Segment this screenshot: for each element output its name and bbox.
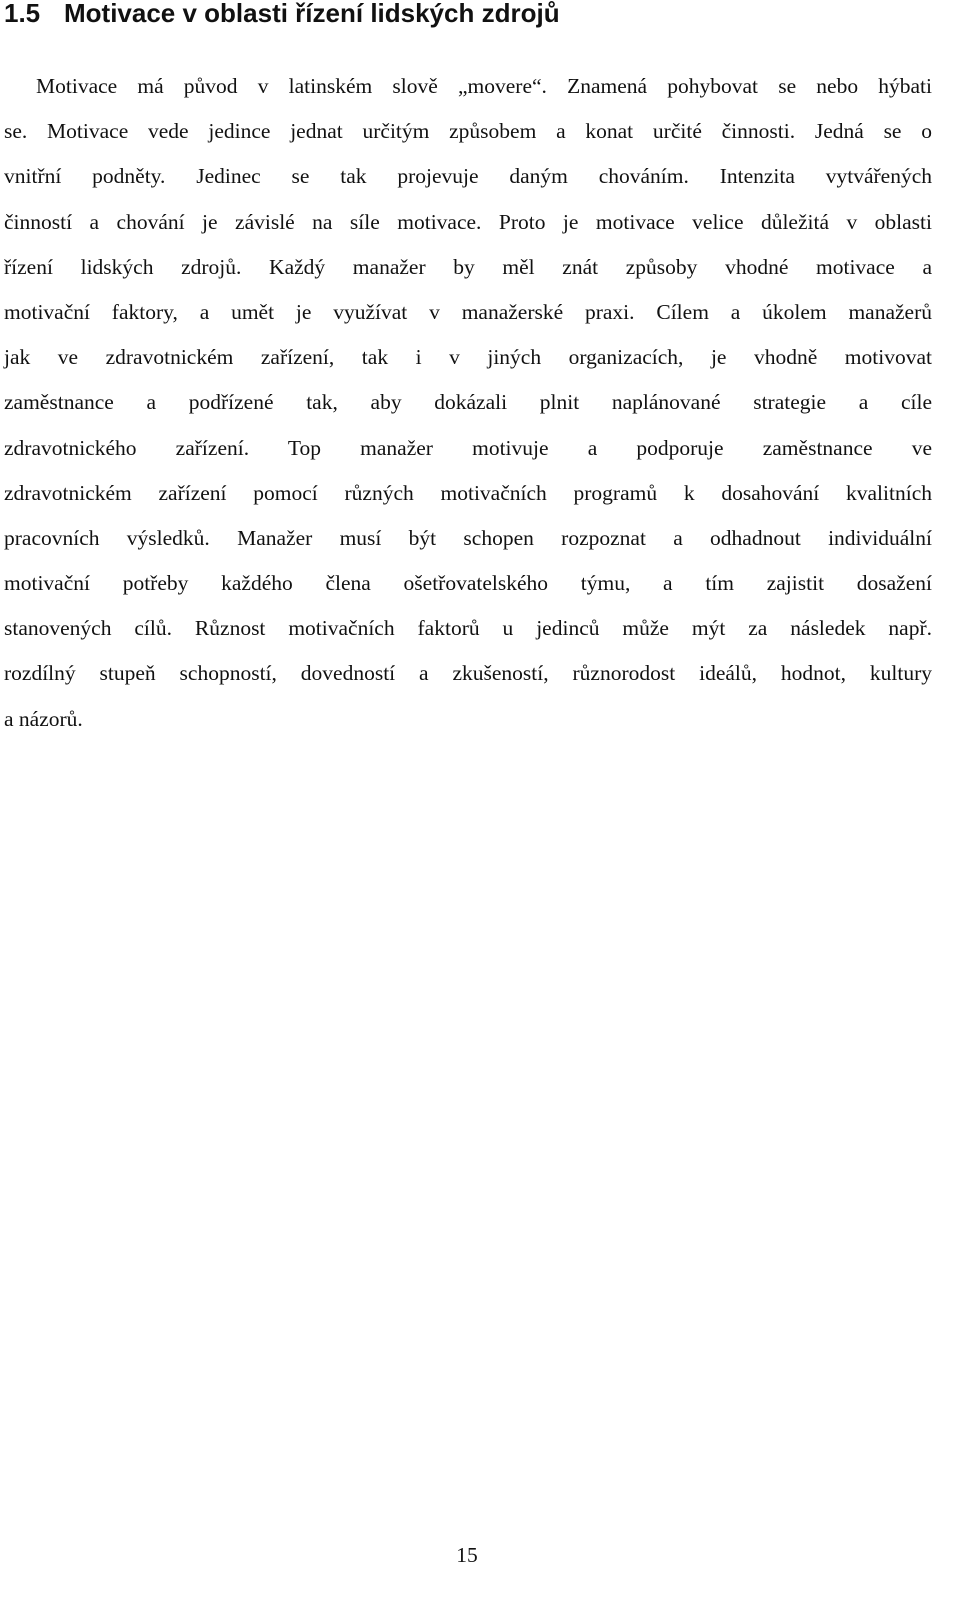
section-heading	[4, 0, 560, 30]
paragraph-line: motivační faktory, a umět je využívat v manažerské praxi. Cílem a úkolem manažerů	[4, 299, 932, 324]
section-number: 1.5	[4, 0, 41, 28]
paragraph-line: řízení lidských zdrojů. Každý manažer by měl znát způsoby vhodné motivace a	[4, 254, 932, 279]
paragraph-line: jak ve zdravotnickém zařízení, tak i v jiných organizacích, je vhodně motivovat	[4, 345, 932, 370]
paragraph-line: činností a chování je závislé na síle motivace. Proto je motivace velice důležitá v oblasti	[4, 209, 932, 234]
paragraph-line: Motivace má původ v latinském slově „movere“. Znamená pohybovat se nebo hýbati	[36, 74, 932, 98]
paragraph-line: se. Motivace vede jedince jednat určitým způsobem a konat určité činnosti. Jedná se o	[4, 119, 932, 144]
paragraph-line: zdravotnickém zařízení pomocí různých motivačních programů k dosahování kvalitních	[4, 480, 932, 505]
paragraph-line: pracovních výsledků. Manažer musí být schopen rozpoznat a odhadnout individuální	[4, 525, 932, 550]
page-number: 15	[456, 1543, 478, 1567]
paragraph-line: vnitřní podněty. Jedinec se tak projevuje daným chováním. Intenzita vytvářených	[4, 164, 932, 189]
paragraph-line: zaměstnance a podřízené tak, aby dokázali plnit naplánované strategie a cíle	[4, 390, 932, 415]
paragraph-line: a názorů.	[4, 706, 83, 731]
paragraph-line: stanovených cílů. Různost motivačních faktorů u jedinců může mýt za následek např.	[4, 616, 932, 641]
body-paragraph	[4, 64, 932, 742]
paragraph-line: rozdílný stupeň schopností, dovedností a zkušeností, různorodost ideálů, hodnot, kultury	[4, 661, 932, 686]
paragraph-line: motivační potřeby každého člena ošetřovatelského týmu, a tím zajistit dosažení	[4, 571, 932, 596]
paragraph-line: zdravotnického zařízení. Top manažer motivuje a podporuje zaměstnance ve	[4, 435, 932, 460]
section-title: Motivace v oblasti řízení lidských zdrojů	[64, 0, 560, 28]
